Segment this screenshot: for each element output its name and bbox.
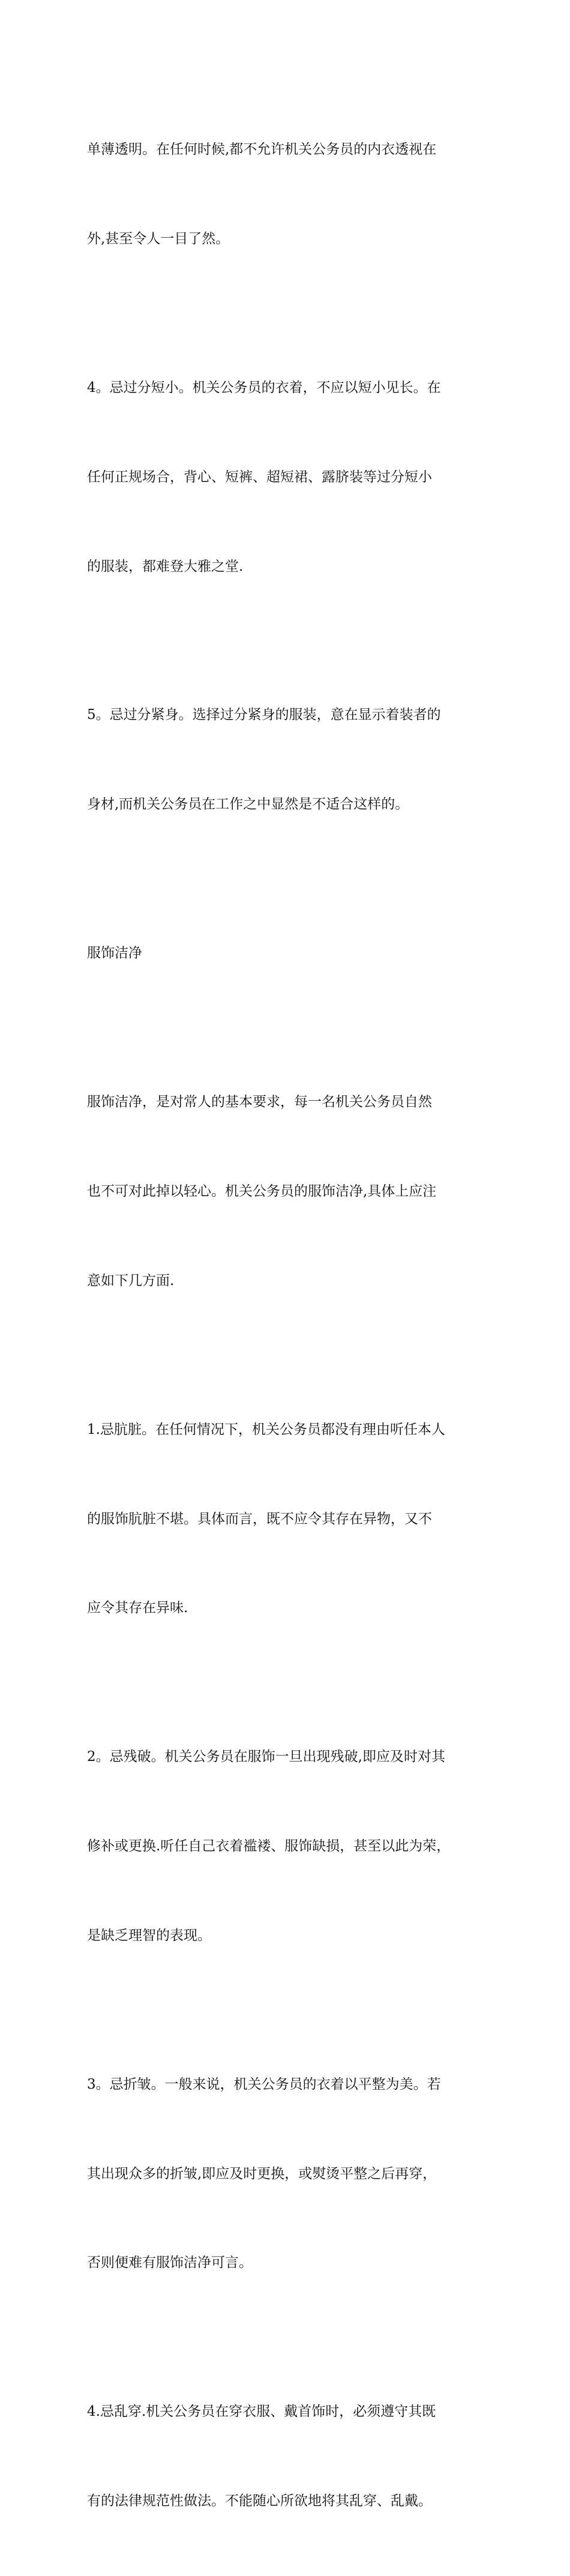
text-line: 服饰洁净，是对常人的基本要求，每一名机关公务员自然 xyxy=(87,1094,432,1110)
paragraph-avoid-damaged xyxy=(87,1683,501,2011)
text-line: 4.忌乱穿.机关公务员在穿衣服、戴首饰时，必须遵守其既 xyxy=(87,2404,436,2420)
text-line: 应令其存在异味. xyxy=(87,1600,188,1616)
heading-line: 服饰洁净 xyxy=(87,945,142,961)
section-heading-clean-clothing xyxy=(87,879,501,1028)
text-line: 1.忌肮脏。在任何情况下，机关公务员都没有理由听任本人 xyxy=(87,1421,445,1437)
document-body xyxy=(87,76,501,2576)
paragraph-too-short xyxy=(87,314,501,642)
paragraph-thin-transparent xyxy=(87,76,501,314)
text-line: 有的法律规范性做法。不能随心所欲地将其乱穿、乱戴。 xyxy=(87,2493,432,2509)
text-line: 5。忌过分紧身。选择过分紧身的服装，意在显示着装者的 xyxy=(87,707,441,723)
text-line: 否则便难有服饰洁净可言。 xyxy=(87,2255,253,2271)
text-line: 的服饰肮脏不堪。具体而言，既不应令其存在异物，又不 xyxy=(87,1511,432,1527)
text-line: 的服装，都难登大雅之堂. xyxy=(87,558,244,574)
paragraph-avoid-dirty xyxy=(87,1356,501,1684)
text-line: 也不可对此掉以轻心。机关公务员的服饰洁净,具体上应注 xyxy=(87,1183,437,1199)
text-line: 修补或更换.听任自己衣着褴褛、服饰缺损，甚至以此为荣， xyxy=(87,1838,451,1855)
text-line: 身材,而机关公务员在工作之中显然是不适合这样的。 xyxy=(87,796,409,813)
text-line: 任何正规场合，背心、短裤、超短裙、露脐装等过分短小 xyxy=(87,469,432,485)
text-line: 4。忌过分短小。机关公务员的衣着，不应以短小见长。在 xyxy=(87,379,441,396)
text-line: 其出现众多的折皱,即应及时更换，或熨烫平整之后再穿， xyxy=(87,2165,437,2182)
text-line: 单薄透明。在任何时候,都不允许机关公务员的内衣透视在 xyxy=(87,142,437,158)
paragraph-too-tight xyxy=(87,641,501,879)
text-line: 3。忌折皱。一般来说，机关公务员的衣着以平整为美。若 xyxy=(87,2076,441,2092)
text-line: 意如下几方面. xyxy=(87,1272,175,1289)
paragraph-avoid-wrinkles xyxy=(87,2011,501,2338)
paragraph-avoid-improper-wear xyxy=(87,2338,501,2576)
text-line: 外,甚至令人一目了然。 xyxy=(87,230,230,247)
paragraph-clean-intro xyxy=(87,1028,501,1356)
text-line: 是缺乏理智的表现。 xyxy=(87,1927,211,1943)
text-line: 2。忌残破。机关公务员在服饰一旦出现残破,即应及时对其 xyxy=(87,1749,445,1765)
